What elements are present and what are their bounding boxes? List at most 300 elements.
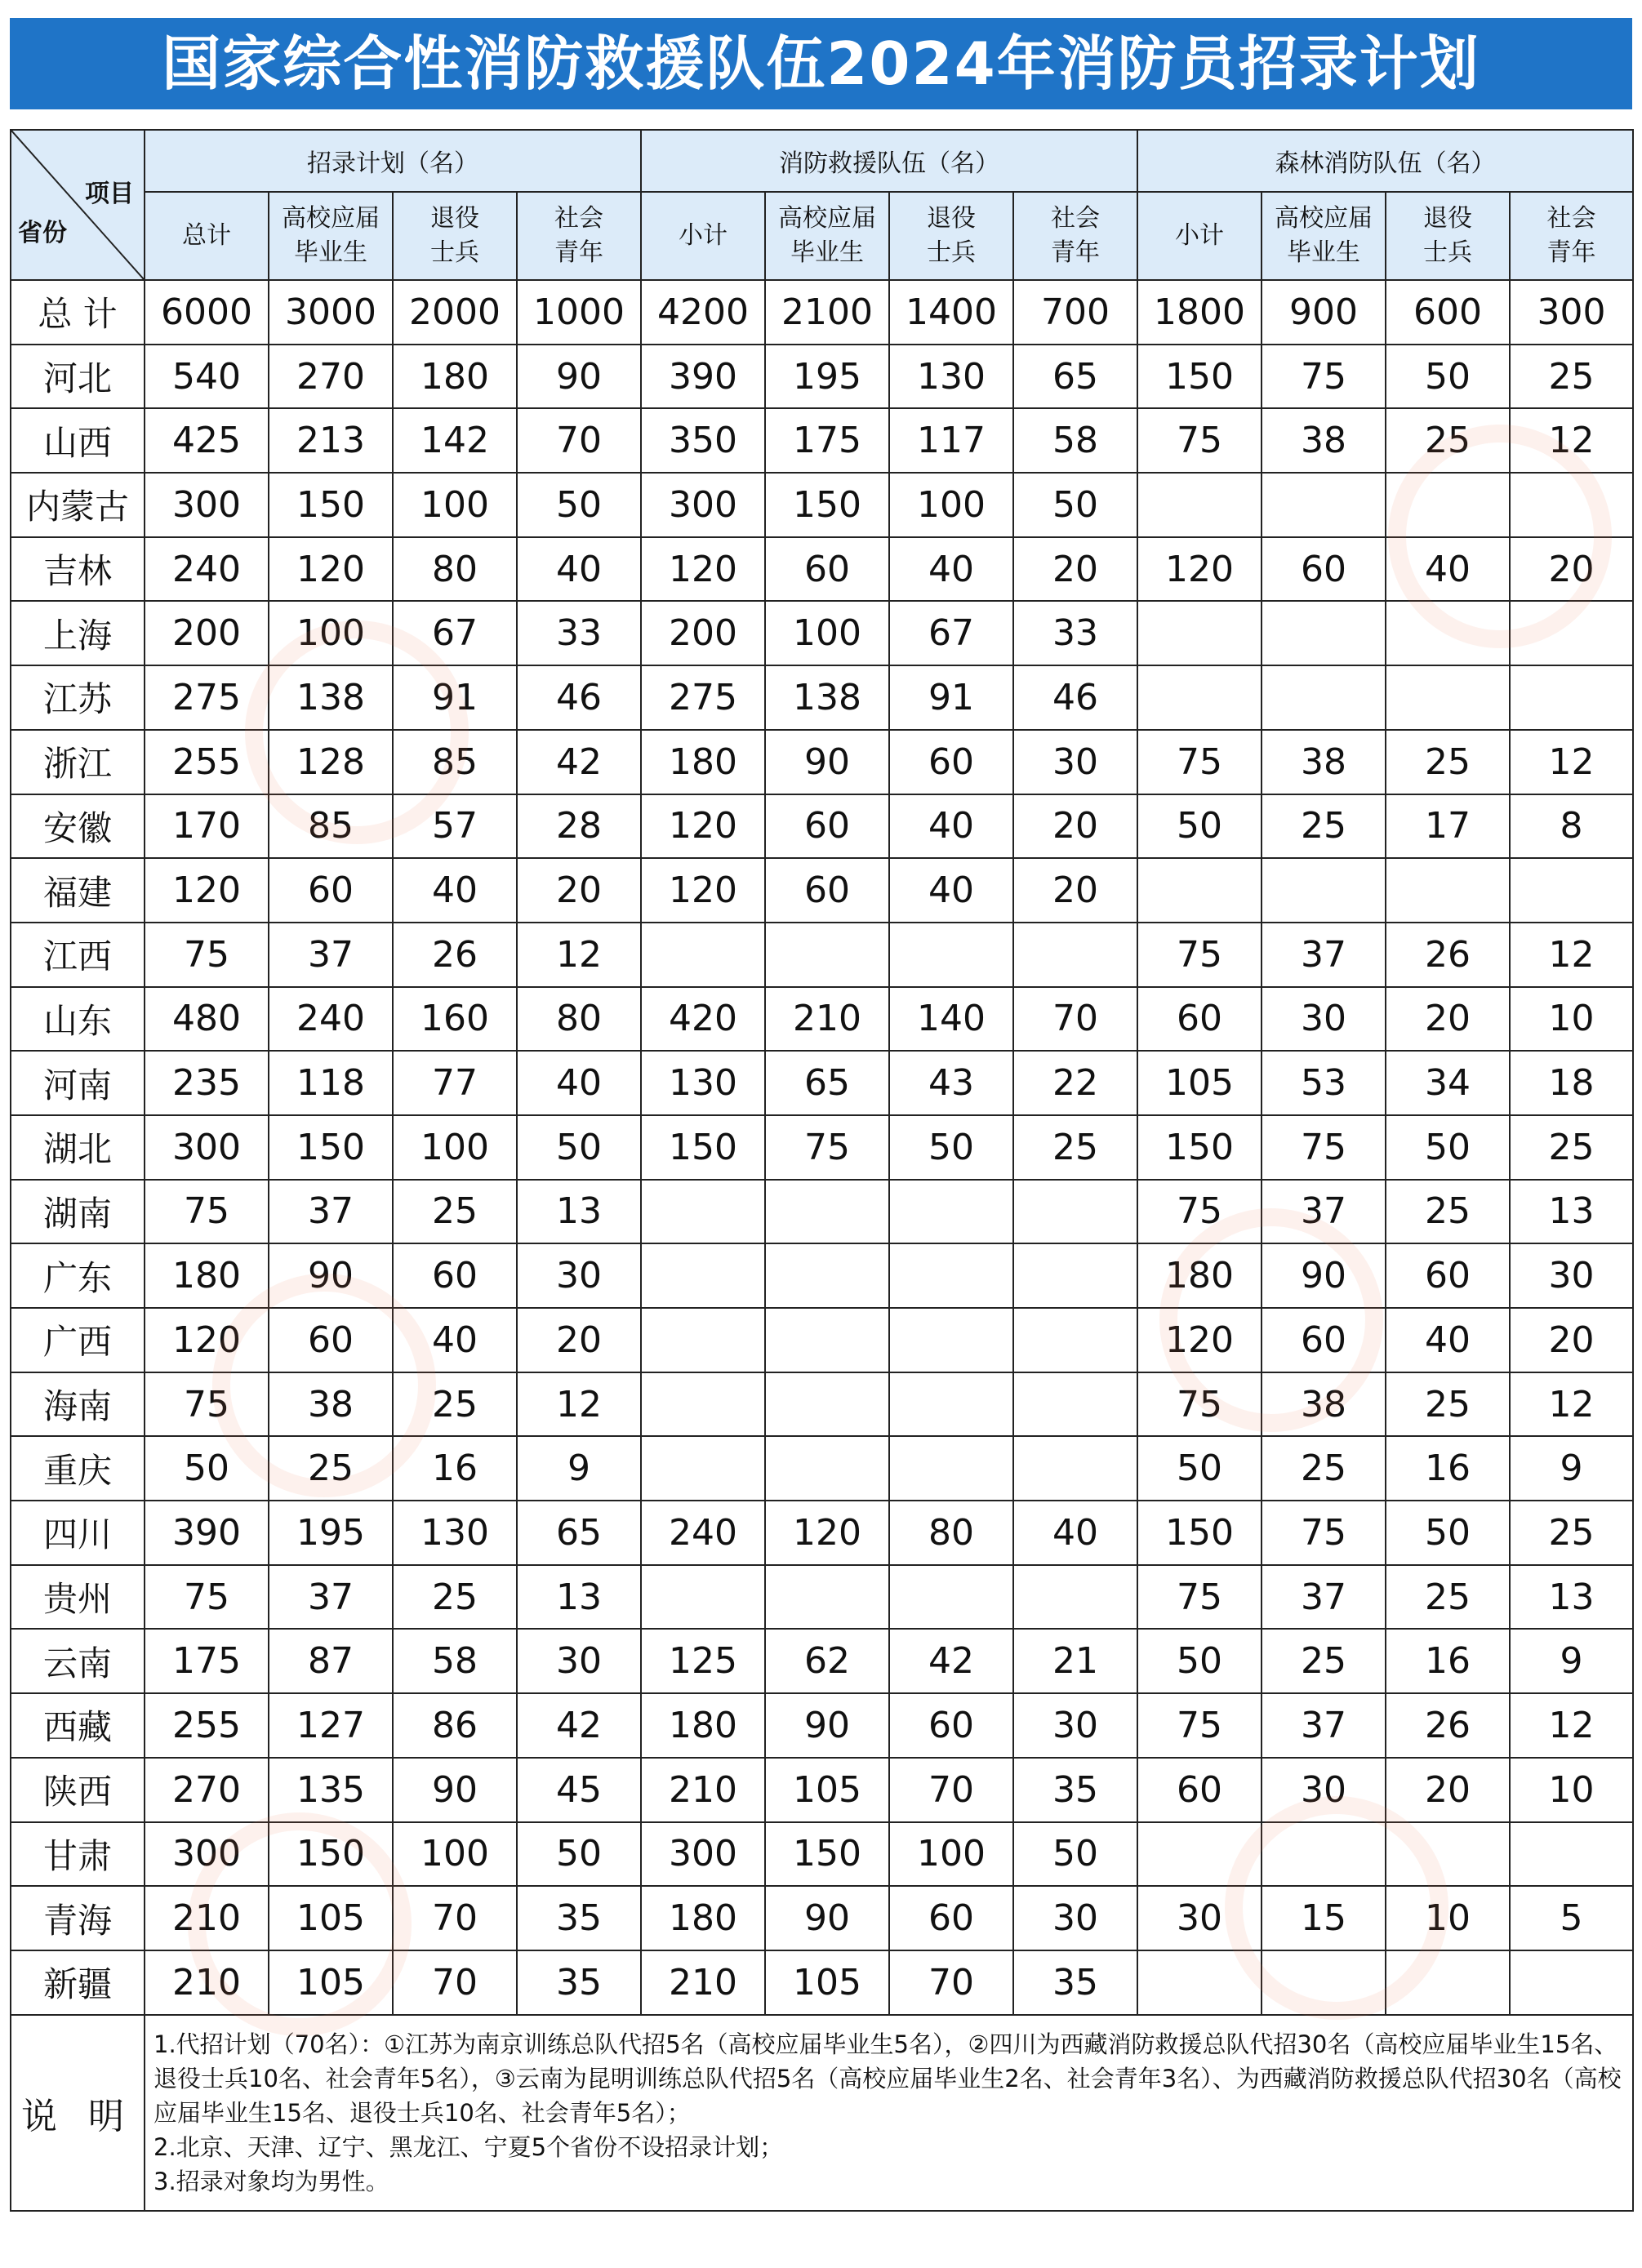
value-cell: 13 bbox=[1510, 1180, 1633, 1244]
value-cell bbox=[765, 923, 889, 987]
value-cell: 150 bbox=[641, 1115, 765, 1180]
value-cell: 50 bbox=[145, 1436, 269, 1501]
value-cell bbox=[765, 1565, 889, 1630]
province-cell: 河南 bbox=[11, 1051, 145, 1115]
value-cell: 57 bbox=[393, 794, 517, 859]
value-cell: 21 bbox=[1013, 1629, 1137, 1693]
value-cell: 20 bbox=[1386, 987, 1510, 1052]
value-cell: 120 bbox=[641, 537, 765, 602]
value-cell: 60 bbox=[1262, 537, 1386, 602]
value-cell: 80 bbox=[517, 987, 641, 1052]
group-header-forest-fire: 森林消防队伍（名） bbox=[1137, 130, 1633, 192]
value-cell: 180 bbox=[145, 1243, 269, 1308]
value-cell: 25 bbox=[1510, 345, 1633, 409]
value-cell: 25 bbox=[1262, 1436, 1386, 1501]
value-cell: 60 bbox=[269, 858, 393, 923]
value-cell: 3000 bbox=[269, 280, 393, 345]
value-cell: 35 bbox=[517, 1950, 641, 2015]
value-cell bbox=[1262, 601, 1386, 665]
value-cell bbox=[765, 1436, 889, 1501]
value-cell: 240 bbox=[269, 987, 393, 1052]
value-cell: 60 bbox=[1137, 987, 1262, 1052]
province-cell: 广东 bbox=[11, 1243, 145, 1308]
value-cell bbox=[1137, 473, 1262, 537]
value-cell: 75 bbox=[1137, 1693, 1262, 1758]
value-cell: 90 bbox=[1262, 1243, 1386, 1308]
value-cell: 40 bbox=[517, 1051, 641, 1115]
value-cell: 62 bbox=[765, 1629, 889, 1693]
value-cell: 275 bbox=[145, 665, 269, 730]
value-cell: 140 bbox=[889, 987, 1013, 1052]
province-cell: 山西 bbox=[11, 408, 145, 473]
note-line: 2.北京、天津、辽宁、黑龙江、宁夏5个省份不设招录计划； bbox=[154, 2132, 784, 2161]
value-cell: 300 bbox=[641, 1822, 765, 1887]
value-cell: 10 bbox=[1510, 1758, 1633, 1822]
value-cell: 50 bbox=[1013, 473, 1137, 537]
subheader-total-plan-0: 总计 bbox=[145, 192, 269, 280]
value-cell: 46 bbox=[517, 665, 641, 730]
value-cell bbox=[1262, 473, 1386, 537]
value-cell bbox=[641, 923, 765, 987]
value-cell: 540 bbox=[145, 345, 269, 409]
value-cell: 30 bbox=[1510, 1243, 1633, 1308]
value-cell bbox=[1386, 473, 1510, 537]
value-cell: 15 bbox=[1262, 1886, 1386, 1950]
province-cell: 广西 bbox=[11, 1308, 145, 1372]
value-cell: 100 bbox=[765, 601, 889, 665]
value-cell: 60 bbox=[269, 1308, 393, 1372]
value-cell: 100 bbox=[269, 601, 393, 665]
province-cell: 江西 bbox=[11, 923, 145, 987]
value-cell: 270 bbox=[145, 1758, 269, 1822]
value-cell bbox=[641, 1372, 765, 1437]
value-cell: 235 bbox=[145, 1051, 269, 1115]
value-cell: 65 bbox=[1013, 345, 1137, 409]
value-cell: 25 bbox=[1262, 1629, 1386, 1693]
province-cell: 新疆 bbox=[11, 1950, 145, 2015]
value-cell: 390 bbox=[641, 345, 765, 409]
province-cell: 湖北 bbox=[11, 1115, 145, 1180]
table-row bbox=[11, 987, 1633, 1052]
value-cell: 50 bbox=[517, 1115, 641, 1180]
value-cell: 33 bbox=[1013, 601, 1137, 665]
value-cell bbox=[889, 1180, 1013, 1244]
value-cell bbox=[889, 1243, 1013, 1308]
value-cell: 86 bbox=[393, 1693, 517, 1758]
value-cell: 50 bbox=[889, 1115, 1013, 1180]
value-cell: 50 bbox=[517, 1822, 641, 1887]
value-cell: 60 bbox=[765, 858, 889, 923]
value-cell: 26 bbox=[1386, 1693, 1510, 1758]
value-cell: 65 bbox=[765, 1051, 889, 1115]
subheader-fire-rescue-2: 退役 士兵 bbox=[889, 192, 1013, 280]
value-cell: 75 bbox=[1137, 1565, 1262, 1630]
value-cell: 200 bbox=[641, 601, 765, 665]
value-cell: 16 bbox=[1386, 1629, 1510, 1693]
value-cell: 34 bbox=[1386, 1051, 1510, 1115]
value-cell: 210 bbox=[641, 1950, 765, 2015]
value-cell bbox=[1262, 665, 1386, 730]
value-cell: 91 bbox=[393, 665, 517, 730]
value-cell: 40 bbox=[889, 537, 1013, 602]
value-cell: 200 bbox=[145, 601, 269, 665]
value-cell bbox=[1013, 1180, 1137, 1244]
value-cell: 90 bbox=[765, 1886, 889, 1950]
value-cell: 87 bbox=[269, 1629, 393, 1693]
value-cell: 50 bbox=[1137, 1629, 1262, 1693]
value-cell bbox=[1137, 665, 1262, 730]
value-cell: 60 bbox=[1386, 1243, 1510, 1308]
value-cell: 210 bbox=[641, 1758, 765, 1822]
value-cell: 25 bbox=[1386, 730, 1510, 794]
page-title: 国家综合性消防救援队伍2024年消防员招录计划 bbox=[10, 18, 1632, 109]
table-row bbox=[11, 1501, 1633, 1565]
value-cell: 105 bbox=[765, 1758, 889, 1822]
table-row bbox=[11, 280, 1633, 345]
value-cell: 210 bbox=[765, 987, 889, 1052]
value-cell: 150 bbox=[1137, 1115, 1262, 1180]
value-cell: 120 bbox=[1137, 537, 1262, 602]
value-cell: 275 bbox=[641, 665, 765, 730]
value-cell: 150 bbox=[269, 473, 393, 537]
value-cell: 20 bbox=[517, 1308, 641, 1372]
table-row bbox=[11, 794, 1633, 859]
value-cell: 9 bbox=[1510, 1629, 1633, 1693]
value-cell: 25 bbox=[1262, 794, 1386, 859]
value-cell: 180 bbox=[641, 1886, 765, 1950]
value-cell: 65 bbox=[517, 1501, 641, 1565]
value-cell: 38 bbox=[1262, 408, 1386, 473]
value-cell: 70 bbox=[889, 1950, 1013, 2015]
subheader-forest-fire-0: 小计 bbox=[1137, 192, 1262, 280]
province-cell: 湖南 bbox=[11, 1180, 145, 1244]
value-cell: 20 bbox=[1510, 537, 1633, 602]
recruitment-table bbox=[10, 129, 1634, 2212]
value-cell: 60 bbox=[889, 1886, 1013, 1950]
value-cell: 75 bbox=[1137, 730, 1262, 794]
value-cell: 50 bbox=[1386, 345, 1510, 409]
value-cell: 130 bbox=[393, 1501, 517, 1565]
value-cell: 38 bbox=[269, 1372, 393, 1437]
value-cell: 35 bbox=[517, 1886, 641, 1950]
value-cell: 90 bbox=[517, 345, 641, 409]
table-row bbox=[11, 923, 1633, 987]
value-cell: 12 bbox=[1510, 730, 1633, 794]
value-cell: 37 bbox=[1262, 1693, 1386, 1758]
value-cell bbox=[1262, 1950, 1386, 2015]
value-cell bbox=[765, 1180, 889, 1244]
value-cell: 100 bbox=[889, 1822, 1013, 1887]
value-cell: 90 bbox=[765, 1693, 889, 1758]
value-cell bbox=[1013, 1436, 1137, 1501]
value-cell: 75 bbox=[145, 1180, 269, 1244]
value-cell: 37 bbox=[269, 923, 393, 987]
table-row bbox=[11, 537, 1633, 602]
value-cell: 25 bbox=[1510, 1501, 1633, 1565]
value-cell bbox=[889, 923, 1013, 987]
value-cell: 100 bbox=[393, 1822, 517, 1887]
value-cell: 38 bbox=[1262, 1372, 1386, 1437]
value-cell bbox=[1137, 1950, 1262, 2015]
value-cell: 75 bbox=[1137, 923, 1262, 987]
value-cell: 60 bbox=[393, 1243, 517, 1308]
corner-province-label: 省份 bbox=[18, 219, 67, 247]
value-cell: 300 bbox=[145, 1822, 269, 1887]
subheader-forest-fire-3: 社会 青年 bbox=[1510, 192, 1633, 280]
value-cell: 213 bbox=[269, 408, 393, 473]
value-cell: 9 bbox=[1510, 1436, 1633, 1501]
table-row bbox=[11, 730, 1633, 794]
value-cell: 42 bbox=[889, 1629, 1013, 1693]
value-cell: 240 bbox=[145, 537, 269, 602]
value-cell: 1000 bbox=[517, 280, 641, 345]
value-cell: 25 bbox=[1386, 1372, 1510, 1437]
value-cell: 9 bbox=[517, 1436, 641, 1501]
value-cell: 150 bbox=[1137, 345, 1262, 409]
value-cell: 180 bbox=[393, 345, 517, 409]
value-cell: 300 bbox=[145, 1115, 269, 1180]
value-cell: 58 bbox=[1013, 408, 1137, 473]
value-cell: 16 bbox=[1386, 1436, 1510, 1501]
value-cell bbox=[889, 1372, 1013, 1437]
value-cell: 46 bbox=[1013, 665, 1137, 730]
table-row bbox=[11, 1822, 1633, 1887]
province-cell: 甘肃 bbox=[11, 1822, 145, 1887]
value-cell: 33 bbox=[517, 601, 641, 665]
value-cell: 70 bbox=[889, 1758, 1013, 1822]
value-cell: 125 bbox=[641, 1629, 765, 1693]
province-cell: 江苏 bbox=[11, 665, 145, 730]
value-cell: 17 bbox=[1386, 794, 1510, 859]
value-cell: 900 bbox=[1262, 280, 1386, 345]
notes-row bbox=[11, 2015, 1633, 2211]
value-cell: 350 bbox=[641, 408, 765, 473]
value-cell: 80 bbox=[393, 537, 517, 602]
value-cell: 12 bbox=[1510, 1372, 1633, 1437]
value-cell: 70 bbox=[393, 1950, 517, 2015]
province-cell: 青海 bbox=[11, 1886, 145, 1950]
value-cell: 90 bbox=[765, 730, 889, 794]
value-cell: 53 bbox=[1262, 1051, 1386, 1115]
value-cell: 40 bbox=[393, 1308, 517, 1372]
value-cell: 600 bbox=[1386, 280, 1510, 345]
province-cell: 贵州 bbox=[11, 1565, 145, 1630]
value-cell: 91 bbox=[889, 665, 1013, 730]
value-cell: 175 bbox=[145, 1629, 269, 1693]
value-cell: 75 bbox=[1262, 1115, 1386, 1180]
value-cell: 10 bbox=[1510, 987, 1633, 1052]
value-cell: 75 bbox=[1262, 1501, 1386, 1565]
value-cell: 90 bbox=[269, 1243, 393, 1308]
value-cell: 45 bbox=[517, 1758, 641, 1822]
value-cell: 40 bbox=[889, 858, 1013, 923]
value-cell bbox=[641, 1243, 765, 1308]
province-cell: 重庆 bbox=[11, 1436, 145, 1501]
subheader-fire-rescue-1: 高校应届 毕业生 bbox=[765, 192, 889, 280]
value-cell: 100 bbox=[393, 473, 517, 537]
value-cell: 120 bbox=[1137, 1308, 1262, 1372]
value-cell bbox=[1510, 1950, 1633, 2015]
value-cell: 58 bbox=[393, 1629, 517, 1693]
value-cell bbox=[1137, 1822, 1262, 1887]
value-cell: 42 bbox=[517, 730, 641, 794]
value-cell: 43 bbox=[889, 1051, 1013, 1115]
value-cell: 38 bbox=[1262, 730, 1386, 794]
subheader-fire-rescue-3: 社会 青年 bbox=[1013, 192, 1137, 280]
value-cell: 50 bbox=[517, 473, 641, 537]
table-row bbox=[11, 1372, 1633, 1437]
value-cell: 2000 bbox=[393, 280, 517, 345]
province-cell: 陕西 bbox=[11, 1758, 145, 1822]
value-cell: 50 bbox=[1013, 1822, 1137, 1887]
value-cell bbox=[1386, 1950, 1510, 2015]
value-cell: 40 bbox=[1013, 1501, 1137, 1565]
value-cell: 70 bbox=[1013, 987, 1137, 1052]
table-row bbox=[11, 1565, 1633, 1630]
table-row bbox=[11, 408, 1633, 473]
province-cell: 总 计 bbox=[11, 280, 145, 345]
value-cell: 12 bbox=[517, 1372, 641, 1437]
province-cell: 浙江 bbox=[11, 730, 145, 794]
value-cell: 138 bbox=[765, 665, 889, 730]
value-cell: 8 bbox=[1510, 794, 1633, 859]
province-cell: 四川 bbox=[11, 1501, 145, 1565]
value-cell: 150 bbox=[269, 1115, 393, 1180]
value-cell: 40 bbox=[889, 794, 1013, 859]
value-cell: 270 bbox=[269, 345, 393, 409]
value-cell: 25 bbox=[269, 1436, 393, 1501]
value-cell: 13 bbox=[517, 1180, 641, 1244]
value-cell: 50 bbox=[1386, 1501, 1510, 1565]
notes-text bbox=[145, 2015, 1633, 2211]
value-cell: 42 bbox=[517, 1693, 641, 1758]
value-cell: 37 bbox=[269, 1180, 393, 1244]
value-cell: 75 bbox=[1262, 345, 1386, 409]
value-cell: 10 bbox=[1386, 1886, 1510, 1950]
value-cell: 75 bbox=[1137, 408, 1262, 473]
value-cell: 150 bbox=[765, 1822, 889, 1887]
value-cell: 120 bbox=[641, 858, 765, 923]
province-cell: 吉林 bbox=[11, 537, 145, 602]
value-cell: 25 bbox=[1386, 408, 1510, 473]
value-cell bbox=[1262, 858, 1386, 923]
value-cell bbox=[1386, 1822, 1510, 1887]
value-cell: 105 bbox=[765, 1950, 889, 2015]
value-cell: 135 bbox=[269, 1758, 393, 1822]
value-cell: 100 bbox=[393, 1115, 517, 1180]
corner-item-label: 项目 bbox=[85, 180, 134, 208]
note-line: 3.招录对象均为男性。 bbox=[154, 2167, 389, 2195]
group-header-total-plan: 招录计划（名） bbox=[145, 130, 641, 192]
value-cell: 1400 bbox=[889, 280, 1013, 345]
value-cell: 30 bbox=[1013, 1693, 1137, 1758]
table-row bbox=[11, 1051, 1633, 1115]
value-cell: 85 bbox=[269, 794, 393, 859]
value-cell: 25 bbox=[1386, 1565, 1510, 1630]
table-row bbox=[11, 601, 1633, 665]
value-cell: 70 bbox=[393, 1886, 517, 1950]
value-cell: 40 bbox=[393, 858, 517, 923]
province-cell: 福建 bbox=[11, 858, 145, 923]
value-cell bbox=[1013, 1372, 1137, 1437]
value-cell: 25 bbox=[1510, 1115, 1633, 1180]
value-cell bbox=[889, 1308, 1013, 1372]
value-cell: 30 bbox=[1013, 1886, 1137, 1950]
value-cell: 120 bbox=[145, 1308, 269, 1372]
value-cell: 26 bbox=[393, 923, 517, 987]
value-cell: 25 bbox=[393, 1565, 517, 1630]
value-cell: 37 bbox=[1262, 1180, 1386, 1244]
province-cell: 海南 bbox=[11, 1372, 145, 1437]
note-line: 1.代招计划（70名）：①江苏为南京训练总队代招5名（高校应届毕业生5名），②四川为西藏消防救援总队代招30名（高校应届毕业生15名、退役士兵10名、社会青年5名），③云南为昆明训练总队代招5名（高校应届毕业生2名、社会青年3名）、为西藏消防救援总队代招30名（高校应届毕业生15名、退役士兵10名、社会青年5名）； bbox=[154, 2030, 1622, 2127]
value-cell bbox=[1510, 665, 1633, 730]
value-cell: 390 bbox=[145, 1501, 269, 1565]
value-cell: 12 bbox=[517, 923, 641, 987]
value-cell bbox=[1510, 858, 1633, 923]
table-row bbox=[11, 665, 1633, 730]
notes-label: 说 明 bbox=[11, 2015, 145, 2211]
value-cell: 128 bbox=[269, 730, 393, 794]
value-cell: 100 bbox=[889, 473, 1013, 537]
table-row bbox=[11, 1180, 1633, 1244]
header-corner-cell bbox=[11, 130, 145, 280]
value-cell: 180 bbox=[641, 730, 765, 794]
value-cell: 50 bbox=[1137, 794, 1262, 859]
value-cell: 300 bbox=[145, 473, 269, 537]
value-cell: 90 bbox=[393, 1758, 517, 1822]
value-cell bbox=[765, 1308, 889, 1372]
value-cell: 2100 bbox=[765, 280, 889, 345]
value-cell: 25 bbox=[1013, 1115, 1137, 1180]
value-cell: 75 bbox=[145, 923, 269, 987]
value-cell: 13 bbox=[1510, 1565, 1633, 1630]
value-cell bbox=[1510, 473, 1633, 537]
value-cell bbox=[1013, 1308, 1137, 1372]
value-cell: 142 bbox=[393, 408, 517, 473]
value-cell: 28 bbox=[517, 794, 641, 859]
value-cell bbox=[1013, 1565, 1137, 1630]
table-row bbox=[11, 1115, 1633, 1180]
value-cell: 300 bbox=[641, 473, 765, 537]
table-row bbox=[11, 1629, 1633, 1693]
subheader-total-plan-1: 高校应届 毕业生 bbox=[269, 192, 393, 280]
value-cell: 425 bbox=[145, 408, 269, 473]
value-cell bbox=[889, 1436, 1013, 1501]
value-cell: 130 bbox=[889, 345, 1013, 409]
province-cell: 云南 bbox=[11, 1629, 145, 1693]
table-row bbox=[11, 858, 1633, 923]
value-cell: 30 bbox=[1262, 1758, 1386, 1822]
value-cell: 120 bbox=[641, 794, 765, 859]
table-row bbox=[11, 1693, 1633, 1758]
province-cell: 安徽 bbox=[11, 794, 145, 859]
subheader-forest-fire-1: 高校应届 毕业生 bbox=[1262, 192, 1386, 280]
value-cell: 4200 bbox=[641, 280, 765, 345]
value-cell: 35 bbox=[1013, 1758, 1137, 1822]
value-cell bbox=[1137, 858, 1262, 923]
value-cell: 22 bbox=[1013, 1051, 1137, 1115]
value-cell: 60 bbox=[1137, 1758, 1262, 1822]
value-cell: 50 bbox=[1137, 1436, 1262, 1501]
value-cell: 75 bbox=[145, 1372, 269, 1437]
value-cell bbox=[1262, 1822, 1386, 1887]
table-row bbox=[11, 1436, 1633, 1501]
value-cell: 1800 bbox=[1137, 280, 1262, 345]
value-cell: 25 bbox=[1386, 1180, 1510, 1244]
subheader-row bbox=[11, 192, 1633, 280]
value-cell: 480 bbox=[145, 987, 269, 1052]
value-cell: 67 bbox=[393, 601, 517, 665]
